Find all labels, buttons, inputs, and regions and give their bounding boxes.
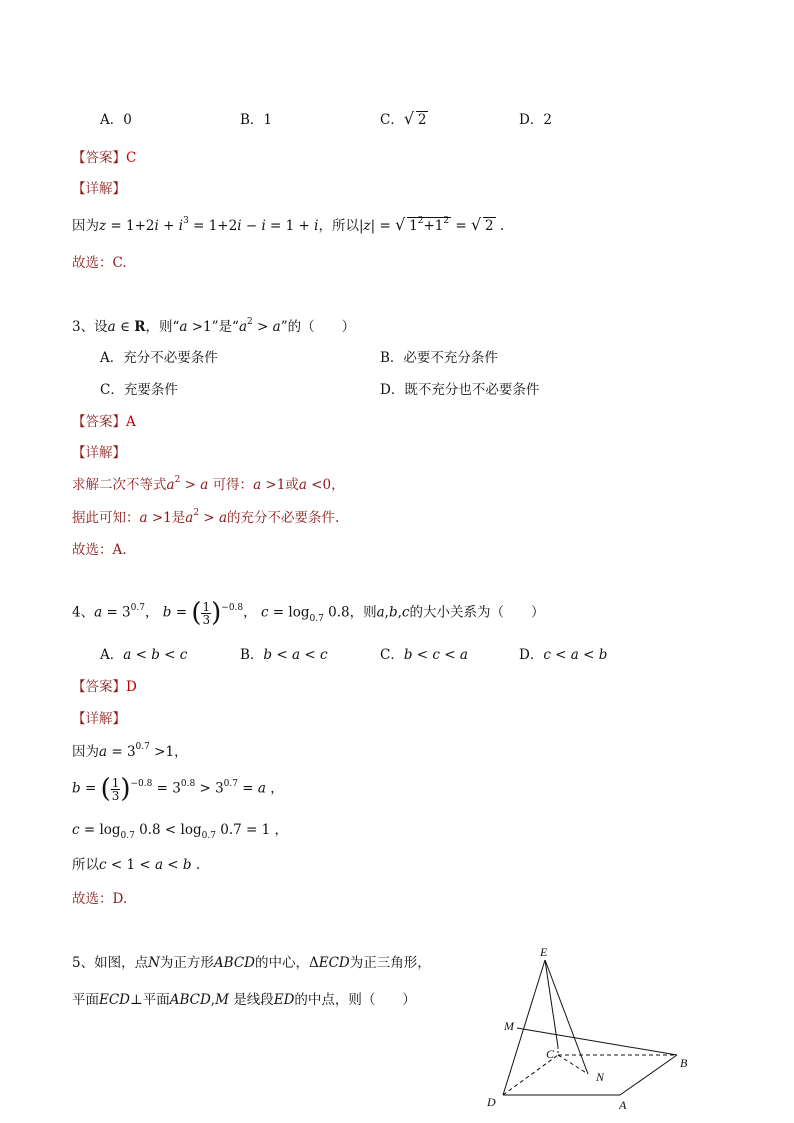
q3-option-b: B．必要不充分条件 [380, 350, 498, 366]
q3-detail-tag: 【详解】 [72, 445, 126, 461]
q4-conclusion: 故选：D. [72, 891, 128, 907]
q2-detail-tag: 【详解】 [72, 181, 126, 197]
edge-AB [620, 1055, 677, 1095]
q2-option-d: D．2 [519, 112, 552, 128]
label-M: M [504, 1019, 514, 1033]
q5-geometry-figure [470, 940, 710, 1120]
q2-conclusion: 故选：C. [72, 255, 127, 271]
q2-option-a: A．0 [100, 112, 132, 128]
q2-option-c-label: C． [380, 112, 404, 128]
q2-option-b: B．1 [240, 112, 273, 128]
q2-option-c-sqrt: √ 2 [403, 109, 427, 128]
q2-option-c [380, 108, 428, 128]
label-D: D [487, 1095, 496, 1109]
label-N: N [596, 1070, 605, 1084]
q3-stem: 3、设a ∈ R，则“a >1”是“$a^2 > a$”的（ ） [72, 317, 356, 335]
q4-answer: D [126, 679, 137, 695]
q4-detail-tag: 【详解】 [72, 711, 126, 727]
q5-stem-line1: 5、如图，点N为正方形ABCD的中心，ΔECD为正三角形， [72, 955, 431, 971]
q4-solution-line1: 因为$a = 3^{0.7} >1$， [72, 742, 188, 760]
q3-answer-tag: 【答案】A [72, 414, 136, 430]
label-A: A [619, 1098, 627, 1112]
q5-stem-line2: 平面ECD⊥平面ABCD,M 是线段ED的中点，则（ ） [72, 992, 416, 1008]
segment-CN-hidden [558, 1055, 588, 1074]
label-E: E [540, 945, 548, 959]
q3-solution-line1: 求解二次不等式$a^2 > a$ 可得：a >1或a <0， [72, 475, 345, 493]
q4-answer-tag: 【答案】D [72, 679, 137, 695]
q4-option-b: B．b < a < c [240, 647, 328, 663]
q2-answer: C [126, 150, 137, 166]
q4-option-a: A．a < b < c [100, 647, 188, 663]
q4-option-c: C．b < c < a [380, 647, 468, 663]
q3-option-a: A．充分不必要条件 [100, 350, 218, 366]
label-C: C [546, 1047, 555, 1061]
edge-DC-hidden [503, 1055, 558, 1095]
label-B: B [680, 1056, 688, 1070]
q3-option-c: C．充要条件 [100, 382, 178, 398]
q4-solution-line4: 所以c < 1 < a < b . [72, 857, 201, 873]
q3-solution-line2: 据此可知：a >1是$a^2 > a$的充分不必要条件. [72, 508, 340, 526]
q3-option-d: D．既不充分也不必要条件 [380, 382, 540, 398]
q2-answer-tag: 【答案】C [72, 150, 137, 166]
q4-solution-line2: b = ( $\frac{1}{3}$ )$^{-0.8} = 3^{0.8} > 3^{0.7} = a$ ， [72, 774, 284, 804]
q4-option-d: D．c < a < b [519, 647, 608, 663]
q2-solution-line: 因为$z = 1+2i + i^3 = 1+2i - i = 1 + i$，所以|z| = √ $1^2+1^2$ = √ 2 . [72, 215, 505, 234]
q3-answer: A [126, 414, 136, 430]
q4-stem: 4、$a = 3^{0.7}$， b = ( $\frac{1}{3}$ )$^{-0.8}$， $c = \log_{0.7} 0.8$，则a,b,c的大小关系为（ ） [72, 598, 545, 628]
q4-solution-line3: $c = \log_{0.7} 0.8 < \log_{0.7} 0.7 = 1$ ， [72, 822, 288, 841]
segment-MB [517, 1028, 677, 1055]
q3-conclusion: 故选：A. [72, 542, 127, 558]
